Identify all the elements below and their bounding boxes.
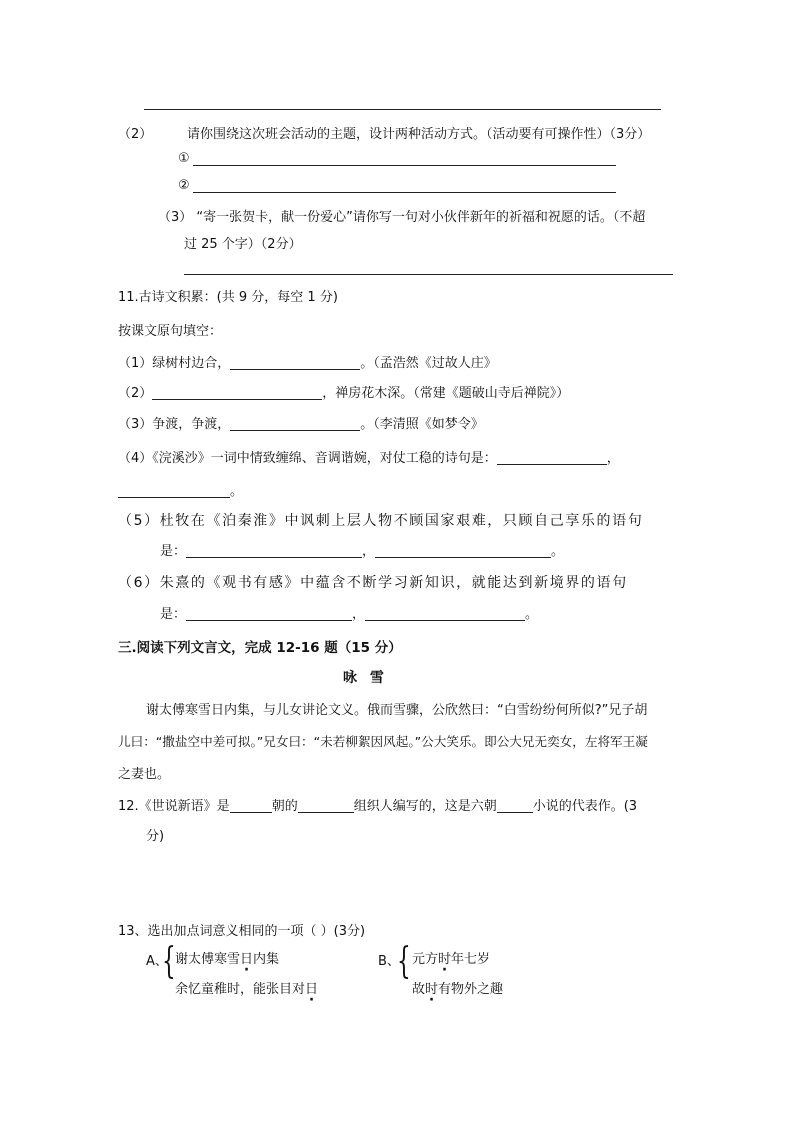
q10-p2-number: （2） xyxy=(118,127,153,142)
blank xyxy=(298,798,354,813)
q11-item-3-pre: （3）争渡，争渡， xyxy=(118,417,231,432)
q12-mid2: 组织人编写的，这是六朝 xyxy=(353,799,497,814)
q11-item-6-pre: 是： xyxy=(160,607,187,622)
q10-p2-text: 请你围绕这次班会活动的主题，设计两种活动方式。（活动要有可操作性）（3分） xyxy=(187,127,651,142)
q10-answer-line-2 xyxy=(193,192,616,193)
q13-b2-dotted-word: 时 xyxy=(425,982,439,997)
q11-item-4-cont xyxy=(118,480,243,499)
blank xyxy=(230,355,360,370)
blank xyxy=(152,385,322,400)
passage-line-2: 儿曰：“撒盐空中差可拟。”兄女曰：“未若柳絮因风起。”公大笑乐。即公大兄无奕女，左将军王凝 xyxy=(118,734,648,749)
left-brace-icon: { xyxy=(162,941,176,982)
blank xyxy=(186,606,352,621)
q13-b1-post: 年七岁 xyxy=(451,952,491,967)
passage-title: 咏 雪 xyxy=(343,670,388,686)
q11-intro: 按课文原句填空： xyxy=(118,324,223,339)
q11-item-5-line2 xyxy=(160,540,564,559)
q11-item-5-line1: （5）杜牧在《泊秦淮》中讽刺上层人物不顾国家艰难，只顾自己享乐的语句 xyxy=(118,513,644,529)
section3-heading: 三.阅读下列文言文，完成 12-16 题（15 分） xyxy=(118,640,402,656)
q11-item-6-comma: ， xyxy=(352,607,366,622)
q13-option-a-label: A、 xyxy=(146,954,168,969)
q11-item-4-comma: ， xyxy=(606,451,620,466)
q12-pre: 12.《世说新语》是 xyxy=(118,799,230,814)
q13-question: 13、选出加点词意义相同的一项（ ）(3分) xyxy=(118,924,366,939)
q13-a1-dotted-word: 日 xyxy=(240,952,254,967)
q11-item-4 xyxy=(118,447,620,466)
q11-item-6-end: 。 xyxy=(525,607,539,622)
q13-a1-post: 内集 xyxy=(253,952,280,967)
q11-item-5-comma: ， xyxy=(362,544,376,559)
q13-b1-pre: 元方 xyxy=(412,952,439,967)
q11-item-2-post: ，禅房花木深。（常建《题破山寺后禅院》） xyxy=(322,386,570,401)
q11-item-4-pre: （4）《浣溪沙》一词中情致缠绵、音调谐婉，对仗工稳的诗句是： xyxy=(118,451,497,466)
q13-option-b-label: B、 xyxy=(378,954,400,969)
q11-item-5-end: 。 xyxy=(551,544,565,559)
q11-item-1-post: 。（孟浩然《过故人庄》 xyxy=(360,356,497,371)
q10-answer-line-3 xyxy=(184,274,673,275)
blank xyxy=(230,416,360,431)
blank xyxy=(375,543,551,558)
blank xyxy=(118,483,230,498)
q11-item-5-pre: 是： xyxy=(160,544,187,559)
circled-one: ① xyxy=(178,151,190,166)
q13-b1-dotted-word: 时 xyxy=(438,952,452,967)
q13-a2-pre: 余忆童稚时，能张目对 xyxy=(175,982,306,997)
q10-option-1 xyxy=(178,151,190,166)
q13-a1-pre: 谢太傅寒雪 xyxy=(175,952,241,967)
blank xyxy=(186,543,362,558)
q12-post: 小说的代表作。(3 xyxy=(532,799,638,814)
q13-option-b-1 xyxy=(412,948,490,967)
q10-p3-line2: 过 25 个字）（2分） xyxy=(184,237,302,252)
q13-b2-post: 有物外之趣 xyxy=(438,982,504,997)
q10-option-2 xyxy=(178,178,190,193)
passage-line-1: 谢太傅寒雪日内集，与儿女讲论文义。俄而雪骤，公欣然曰：“白雪纷纷何所似?”兄子胡 xyxy=(146,703,648,718)
blank xyxy=(497,798,533,813)
q13-option-a-2 xyxy=(175,978,318,997)
blank xyxy=(230,798,272,813)
blank xyxy=(365,606,525,621)
q10-answer-line-1 xyxy=(193,165,616,166)
q13-a2-dotted-word: 日 xyxy=(305,982,319,997)
q11-item-6-line2 xyxy=(160,603,538,622)
answer-line-top xyxy=(144,109,661,110)
q11-item-1-pre: （1）绿树村边合， xyxy=(118,356,231,371)
q12-mid1: 朝的 xyxy=(271,799,298,814)
q11-item-2 xyxy=(118,382,569,401)
left-brace-icon: { xyxy=(397,941,411,982)
q11-heading: 11.古诗文积累：(共 9 分，每空 1 分) xyxy=(118,290,338,305)
circled-two: ② xyxy=(178,178,190,193)
q13-option-b-2 xyxy=(412,978,503,997)
blank xyxy=(497,450,607,465)
passage-line-3: 之妻也。 xyxy=(118,767,171,782)
q12-line1 xyxy=(118,795,637,814)
q13-b2-pre: 故 xyxy=(412,982,426,997)
q11-item-1 xyxy=(118,352,497,371)
q11-item-3-post: 。（李清照《如梦令》 xyxy=(360,417,484,432)
q11-item-2-pre: （2） xyxy=(118,386,153,401)
q11-item-4-end: 。 xyxy=(230,484,244,499)
q11-item-3 xyxy=(118,413,484,432)
q13-option-a-1 xyxy=(175,948,279,967)
q12-line2: 分) xyxy=(146,829,165,844)
q10-p3-line1: （3） “寄一张贺卡，献一份爱心”请你写一句对小伙伴新年的祈福和祝愿的话。（不超 xyxy=(158,210,646,225)
q11-item-6-line1: （6）朱熹的《观书有感》中蕴含不断学习新知识，就能达到新境界的语句 xyxy=(118,575,628,591)
